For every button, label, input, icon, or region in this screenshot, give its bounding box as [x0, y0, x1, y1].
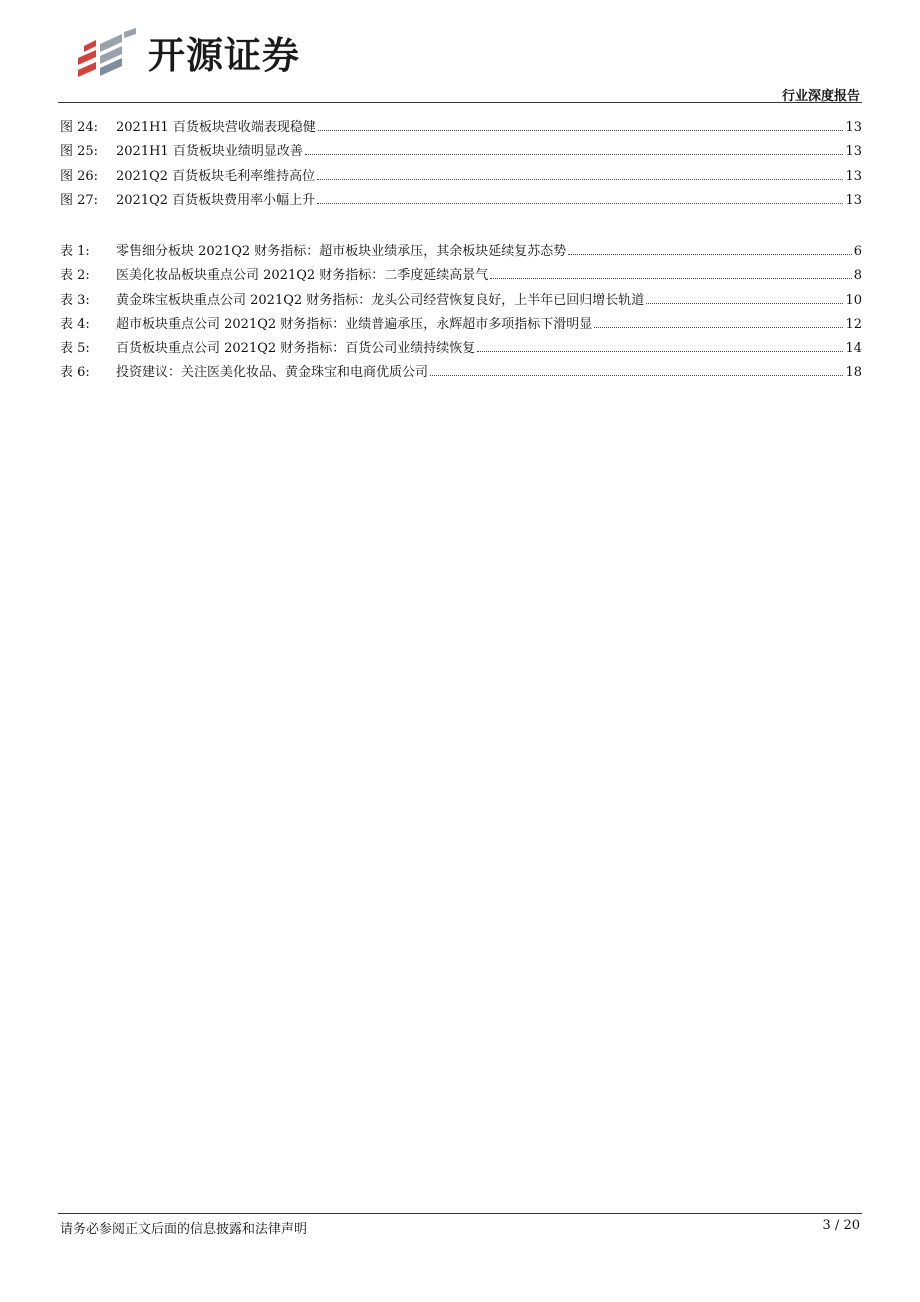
toc-entry-page: 10 [845, 292, 862, 308]
toc-entry-figure-25[interactable] [60, 140, 862, 164]
toc-entry-page: 8 [853, 268, 862, 284]
toc-entry-table-4[interactable] [60, 313, 862, 337]
kaiyuan-logo-icon [74, 28, 140, 84]
toc-dot-leader [430, 366, 843, 376]
toc-entry-label: 表 6: [60, 365, 90, 381]
toc-entry-title: 零售细分板块 2021Q2 财务指标：超市板块业绩承压，其余板块延续复苏态势 [116, 244, 567, 259]
toc-entry-page: 13 [845, 192, 862, 208]
toc-entry-table-2[interactable] [60, 264, 862, 288]
toc-dot-leader [490, 269, 851, 279]
toc-dot-leader [594, 318, 843, 328]
toc-entry-label: 表 5: [60, 341, 90, 357]
toc-entry-label: 图 24: [60, 120, 99, 135]
toc-entry-title: 2021H1 百货板块营收端表现稳健 [116, 120, 316, 135]
toc-entry-page: 14 [845, 341, 862, 357]
footer-divider [58, 1213, 862, 1214]
toc-entry-page: 13 [845, 168, 862, 184]
toc-entry-title: 医美化妆品板块重点公司 2021Q2 财务指标：二季度延续高景气 [116, 268, 489, 284]
toc-entry-table-5[interactable] [60, 337, 862, 361]
toc-dot-leader [477, 342, 843, 352]
toc-entry-label: 图 27: [60, 192, 99, 208]
toc-entry-title: 黄金珠宝板块重点公司 2021Q2 财务指标：龙头公司经营恢复良好，上半年已回归增长轨道 [116, 292, 645, 308]
logo-text: 开源证券 [148, 34, 300, 77]
toc-entry-page: 13 [845, 120, 862, 135]
toc-entry-label: 表 3: [60, 292, 90, 308]
toc-entry-page: 6 [853, 244, 862, 259]
toc-entry-label: 图 25: [60, 144, 99, 160]
toc-entry-title: 2021Q2 百货板块毛利率维持高位 [116, 168, 316, 184]
page-number: 3 / 20 [822, 1218, 860, 1233]
footer-disclaimer: 请务必参阅正文后面的信息披露和法律声明 [60, 1222, 308, 1237]
toc-dot-leader [317, 194, 843, 204]
toc-dot-leader [318, 121, 844, 131]
toc-entry-title: 2021Q2 百货板块费用率小幅上升 [116, 192, 316, 208]
toc-entry-page: 13 [845, 144, 862, 160]
toc-entry-table-6[interactable] [60, 361, 862, 385]
toc-entry-title: 投资建议：关注医美化妆品、黄金珠宝和电商优质公司 [116, 365, 429, 381]
toc-entry-title: 百货板块重点公司 2021Q2 财务指标：百货公司业绩持续恢复 [116, 341, 476, 357]
header-divider [58, 102, 862, 103]
figures-toc [60, 116, 862, 213]
tables-toc [60, 240, 862, 386]
toc-entry-label: 图 26: [60, 168, 99, 184]
toc-entry-label: 表 2: [60, 268, 90, 284]
toc-dot-leader [305, 145, 844, 155]
toc-entry-title: 超市板块重点公司 2021Q2 财务指标：业绩普遍承压，永辉超市多项指标下滑明显 [116, 316, 593, 332]
toc-entry-figure-24[interactable] [60, 116, 862, 140]
toc-entry-figure-27[interactable] [60, 189, 862, 213]
toc-dot-leader [317, 170, 843, 180]
toc-entry-title: 2021H1 百货板块业绩明显改善 [116, 144, 303, 160]
report-type: 行业深度报告 [781, 89, 860, 104]
toc-dot-leader [568, 245, 851, 255]
toc-entry-label: 表 1: [60, 244, 90, 259]
toc-entry-table-1[interactable] [60, 240, 862, 264]
toc-entry-page: 18 [845, 365, 862, 381]
toc-entry-page: 12 [845, 316, 862, 332]
toc-entry-table-3[interactable] [60, 289, 862, 313]
toc-entry-figure-26[interactable] [60, 165, 862, 189]
toc-entry-label: 表 4: [60, 316, 90, 332]
toc-dot-leader [646, 294, 843, 304]
company-logo [74, 28, 300, 84]
